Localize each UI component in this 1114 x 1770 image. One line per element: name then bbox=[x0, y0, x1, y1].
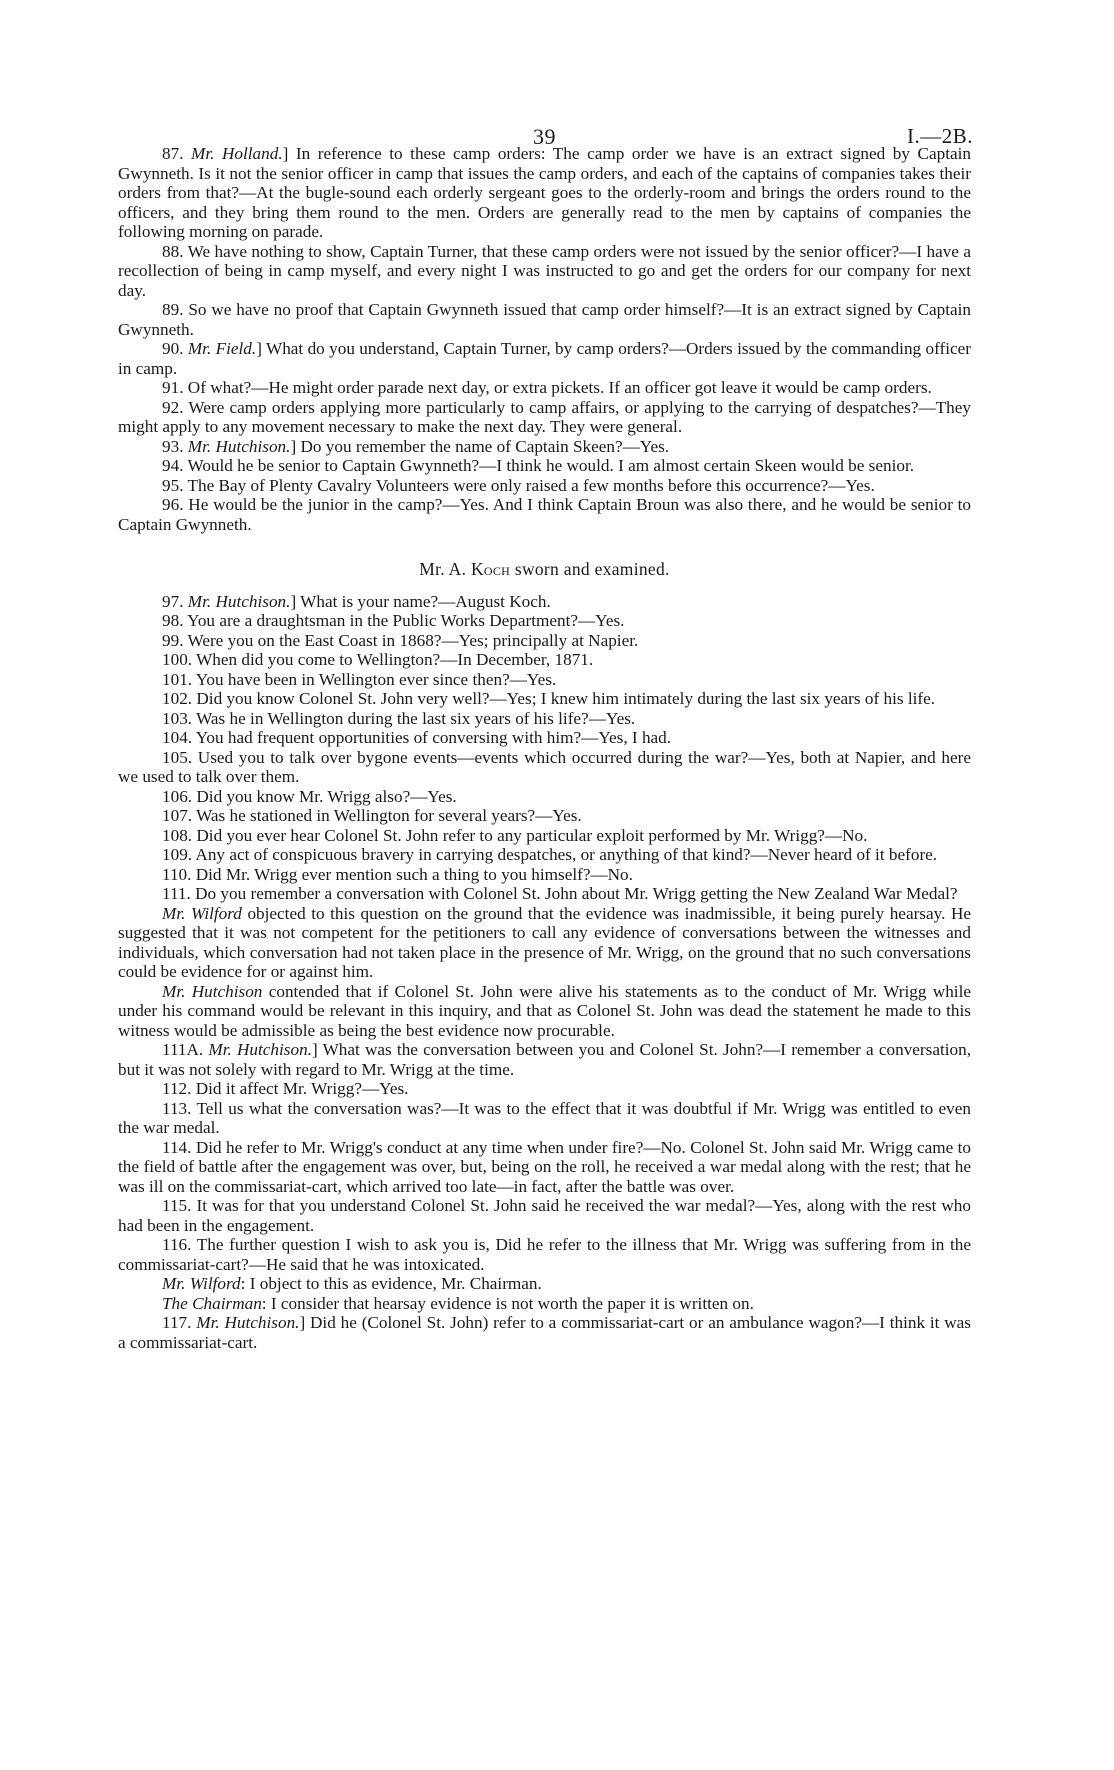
paragraph-text: 101. You have been in Wellington ever since then?—Yes. bbox=[162, 669, 557, 689]
evidence-paragraph bbox=[118, 728, 971, 748]
speaker-name: Mr. Hutchison. bbox=[187, 436, 291, 456]
evidence-paragraph bbox=[118, 865, 971, 885]
evidence-paragraph bbox=[118, 611, 971, 631]
evidence-paragraph bbox=[118, 650, 971, 670]
paragraph-text: 91. Of what?—He might order parade next day, or extra pickets. If an officer got leave it would be camp orders. bbox=[162, 378, 932, 397]
evidence-paragraph bbox=[118, 826, 971, 846]
evidence-paragraph bbox=[118, 1099, 971, 1138]
evidence-paragraph bbox=[118, 495, 971, 534]
page-header bbox=[118, 104, 973, 149]
evidence-before-section bbox=[118, 144, 971, 534]
paragraph-text: objected to this question on the ground that the evidence was inadmissible, it being purely hearsay. He suggested that it was not competent for the petitioners to call any evidence of conversations between the witnesses and individuals, which conversation had not taken place in the presence of Mr. Wrigg, on the ground that no such conversations could be evidence for or against him. bbox=[118, 903, 971, 981]
speaker-name: Mr. Hutchison. bbox=[208, 1040, 312, 1059]
paragraph-text: 109. Any act of conspicuous bravery in carrying despatches, or anything of that kind?—Never heard of it before. bbox=[162, 845, 938, 864]
paragraph-text: contended that if Colonel St. John were alive his statements as to the conduct of Mr. Wrigg while under his command would be relevant in this inquiry, and that as Colonel St. John was dead the statement he made to this witness would be admissible as being the best evidence now procurable. bbox=[118, 981, 971, 1040]
paragraph-text: 88. We have nothing to show, Captain Turner, that these camp orders were not issued by the senior officer?—I have a recollection of being in camp myself, and every night I was instructed to go and get the orders for our company for next day. bbox=[118, 241, 971, 300]
evidence-paragraph bbox=[118, 300, 971, 339]
paragraph-text: ] What was the conversation between you and Colonel St. John?—I remember a conversation, but it was not solely with regard to Mr. Wrigg at the time. bbox=[118, 1040, 971, 1079]
paragraph-text: 104. You had frequent opportunities of conversing with him?—Yes, I had. bbox=[162, 728, 672, 747]
paragraph-text: 90. bbox=[162, 339, 188, 358]
evidence-paragraph bbox=[118, 748, 971, 787]
speaker-name: Mr. Wilford bbox=[162, 903, 242, 923]
paragraph-text: 95. The Bay of Plenty Cavalry Volunteers were only raised a few months before this occurrence?—Yes. bbox=[162, 475, 875, 495]
paragraph-text: 111A. bbox=[162, 1040, 209, 1059]
paragraph-text: 116. The further question I wish to ask you is, Did he refer to the illness that Mr. Wrigg was suffering from in the commissariat-cart?—He said that he was intoxicated. bbox=[118, 1235, 971, 1274]
paragraph-text: 89. So we have no proof that Captain Gwynneth issued that camp order himself?—It is an extract signed by Captain Gwynneth. bbox=[118, 300, 971, 339]
evidence-paragraph bbox=[118, 787, 971, 807]
speaker-name: Mr. Wilford bbox=[162, 1274, 241, 1293]
page-number: 39 bbox=[533, 124, 556, 149]
evidence-paragraph bbox=[118, 339, 971, 378]
paragraph-text: : I consider that hearsay evidence is not worth the paper it is written on. bbox=[261, 1293, 754, 1313]
paragraph-text: ] Did he (Colonel St. John) refer to a commissariat-cart or an ambulance wagon?—I think it was a commissariat-cart. bbox=[118, 1313, 971, 1352]
paragraph-text: 93. bbox=[162, 436, 188, 456]
paragraph-text: 112. Did it affect Mr. Wrigg?—Yes. bbox=[162, 1079, 409, 1098]
paragraph-text: 92. Were camp orders applying more particularly to camp affairs, or applying to the carrying of despatches?—They might apply to any movement necessary to make the next day. They were general. bbox=[118, 397, 971, 436]
paragraph-text: 111. Do you remember a conversation with Colonel St. John about Mr. Wrigg getting the New Zealand War Medal? bbox=[162, 884, 958, 903]
evidence-paragraph bbox=[118, 631, 971, 651]
paragraph-text: : I object to this as evidence, Mr. Chairman. bbox=[240, 1274, 542, 1293]
speaker-name: The Chairman bbox=[162, 1293, 262, 1313]
witness-examination-section bbox=[118, 592, 971, 1353]
speaker-name: Mr. Field. bbox=[187, 339, 257, 358]
evidence-paragraph bbox=[118, 242, 971, 301]
paragraph-text: 87. bbox=[162, 144, 192, 163]
paragraph-text: 114. Did he refer to Mr. Wrigg's conduct at any time when under fire?—No. Colonel St. John said Mr. Wrigg came to the field of battle after the engagement was over, but, being on the roll, he received a war medal along with the rest; that he was ill on the commissariat-cart, which arrived too late—in fact, after the battle was over. bbox=[118, 1137, 971, 1196]
evidence-paragraph bbox=[118, 1274, 971, 1294]
paragraph-text: 106. Did you know Mr. Wrigg also?—Yes. bbox=[162, 786, 457, 806]
paragraph-text: 113. Tell us what the conversation was?—It was to the effect that it was doubtful if Mr. Wrigg was entitled to even the war medal. bbox=[118, 1098, 971, 1137]
paragraph-text: 99. Were you on the East Coast in 1868?—Yes; principally at Napier. bbox=[162, 630, 639, 650]
paragraph-text: 108. Did you ever hear Colonel St. John refer to any particular exploit performed by Mr. Wrigg?—No. bbox=[162, 825, 868, 845]
evidence-paragraph bbox=[118, 1294, 971, 1314]
paragraph-text: 115. It was for that you understand Colonel St. John said he received the war medal?—Yes, along with the rest who had been in the engagement. bbox=[118, 1196, 971, 1235]
evidence-paragraph bbox=[118, 904, 971, 982]
paragraph-text: 102. Did you know Colonel St. John very well?—Yes; I knew him intimately during the last six years of his life. bbox=[162, 689, 936, 708]
speaker-name: Mr. Hutchison bbox=[162, 981, 263, 1001]
evidence-paragraph bbox=[118, 689, 971, 709]
paragraph-text: 107. Was he stationed in Wellington for several years?—Yes. bbox=[162, 806, 582, 825]
evidence-paragraph bbox=[118, 456, 971, 476]
evidence-paragraph bbox=[118, 1079, 971, 1099]
evidence-paragraph bbox=[118, 982, 971, 1041]
paragraph-text: 117. bbox=[162, 1313, 197, 1332]
evidence-paragraph bbox=[118, 1313, 971, 1352]
evidence-paragraph bbox=[118, 476, 971, 496]
witness-name: Koch bbox=[470, 559, 511, 579]
evidence-paragraph bbox=[118, 437, 971, 457]
paragraph-text: 105. Used you to talk over bygone events—events which occurred during the war?—Yes, both at Napier, and here we used to talk over them. bbox=[118, 747, 971, 786]
paragraph-text: 110. Did Mr. Wrigg ever mention such a thing to you himself?—No. bbox=[162, 864, 633, 884]
document-page bbox=[118, 104, 971, 1352]
heading-prefix: Mr. A. bbox=[419, 559, 471, 579]
evidence-paragraph bbox=[118, 1138, 971, 1197]
paragraph-text: 98. You are a draughtsman in the Public Works Department?—Yes. bbox=[162, 611, 625, 630]
evidence-paragraph bbox=[118, 144, 971, 242]
paragraph-text: ] What do you understand, Captain Turner, by camp orders?—Orders issued by the commanding officer in camp. bbox=[118, 339, 971, 378]
section-heading bbox=[118, 560, 971, 580]
speaker-name: Mr. Holland. bbox=[191, 144, 283, 163]
paragraph-text: ] In reference to these camp orders: The camp order we have is an extract signed by Captain Gwynneth. Is it not the senior officer in camp that issues the camp orders, and each of the captains of companies takes their orders from that?—At the bugle-sound each orderly sergeant goes to the orderly-room and brings the orders round to the officers, and they bring them round to the men. Orders are generally read to the men by captains of companies the following morning on parade. bbox=[118, 144, 972, 241]
document-body bbox=[118, 144, 971, 1352]
heading-suffix: sworn and examined. bbox=[510, 559, 670, 579]
paragraph-text: ] What is your name?—August Koch. bbox=[290, 591, 551, 611]
paragraph-text: ] Do you remember the name of Captain Skeen?—Yes. bbox=[290, 436, 670, 456]
evidence-paragraph bbox=[118, 1235, 971, 1274]
evidence-paragraph bbox=[118, 398, 971, 437]
paper-reference: I.—2B. bbox=[907, 124, 973, 148]
paragraph-text: 97. bbox=[162, 591, 188, 611]
evidence-paragraph bbox=[118, 1196, 971, 1235]
evidence-paragraph bbox=[118, 806, 971, 826]
evidence-paragraph bbox=[118, 670, 971, 690]
evidence-paragraph bbox=[118, 1040, 971, 1079]
evidence-paragraph bbox=[118, 845, 971, 865]
paragraph-text: 103. Was he in Wellington during the last six years of his life?—Yes. bbox=[162, 708, 636, 728]
evidence-paragraph bbox=[118, 884, 971, 904]
evidence-paragraph bbox=[118, 709, 971, 729]
paragraph-text: 100. When did you come to Wellington?—In December, 1871. bbox=[162, 650, 594, 669]
speaker-name: Mr. Hutchison. bbox=[196, 1313, 300, 1332]
paragraph-text: 94. Would he be senior to Captain Gwynneth?—I think he would. I am almost certain Skeen would be senior. bbox=[162, 456, 915, 475]
paragraph-text: 96. He would be the junior in the camp?—Yes. And I think Captain Broun was also there, and he would be senior to Captain Gwynneth. bbox=[118, 495, 971, 534]
evidence-paragraph bbox=[118, 592, 971, 612]
evidence-paragraph bbox=[118, 378, 971, 398]
speaker-name: Mr. Hutchison. bbox=[187, 591, 291, 611]
